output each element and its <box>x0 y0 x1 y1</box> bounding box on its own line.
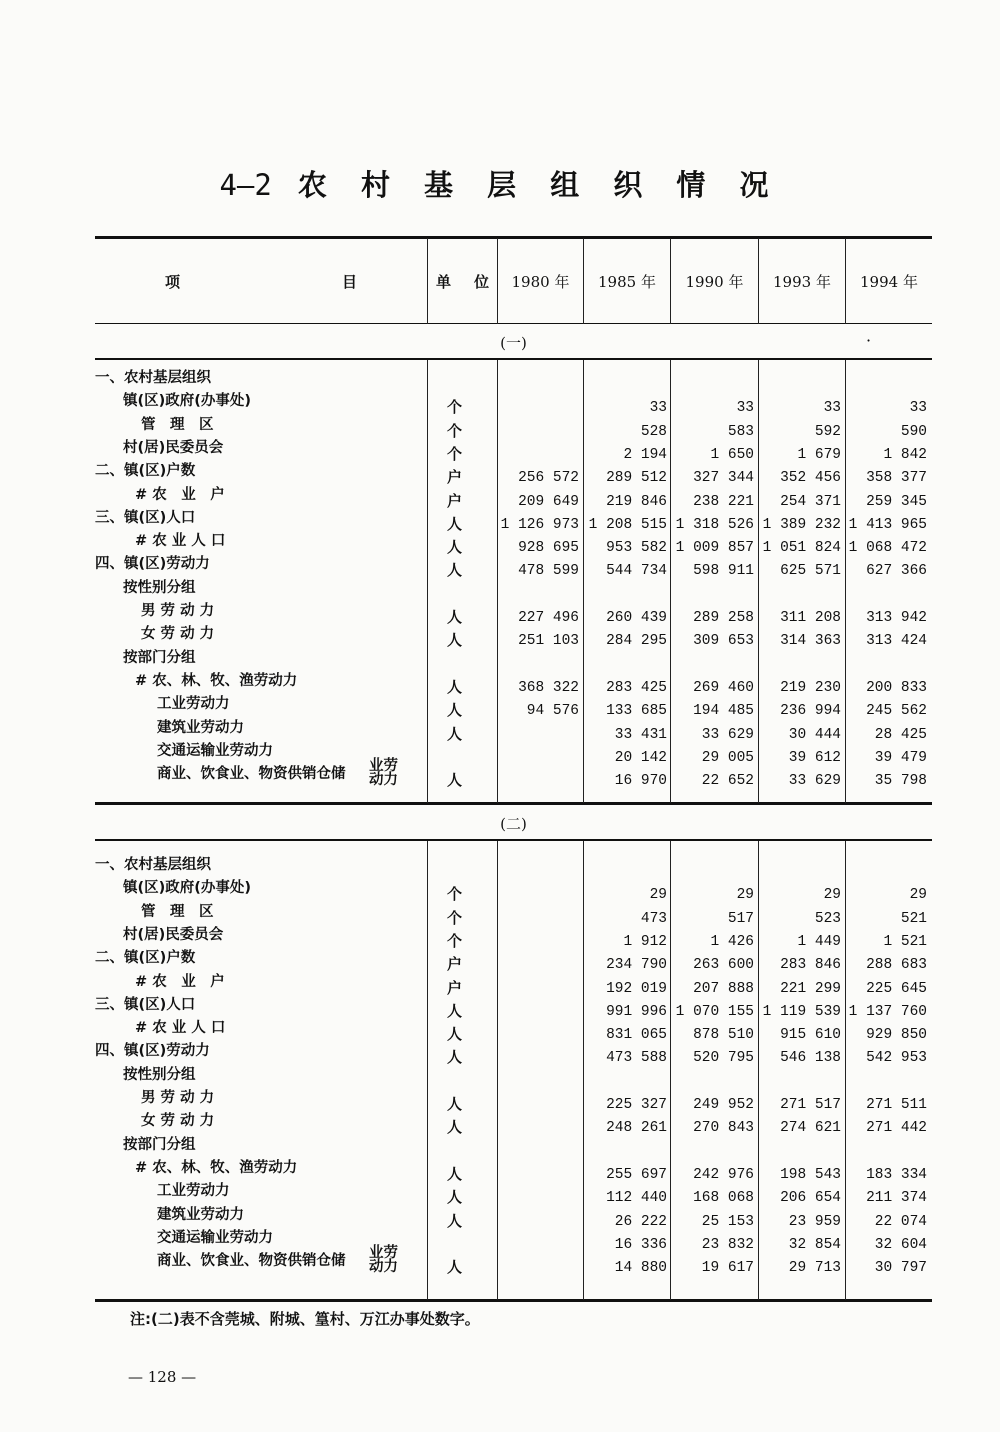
row-label: # 农、林、牧、渔劳动力 <box>135 1159 298 1176</box>
row-label: 三、镇(区)人口 <box>95 996 196 1013</box>
table-row <box>95 672 932 695</box>
cell-value: 32 604 <box>874 1236 927 1253</box>
cell-value: 283 425 <box>606 679 667 696</box>
cell-value: 168 068 <box>693 1190 754 1207</box>
table-row <box>95 486 932 509</box>
table-row <box>95 719 932 742</box>
cell-value: 311 208 <box>780 610 841 626</box>
cell-value: 583 <box>727 423 754 440</box>
cell-value: 1 009 857 <box>675 540 754 557</box>
table-row <box>95 602 932 625</box>
row-label: 二、镇(区)户数 <box>95 950 196 967</box>
table-bottom-rule <box>95 1299 932 1302</box>
cell-value: 29 005 <box>701 749 754 766</box>
table-row <box>95 1182 932 1205</box>
cell-value: 227 496 <box>518 610 579 626</box>
cell-value: 249 952 <box>693 1097 754 1113</box>
cell-value: 520 795 <box>693 1050 754 1067</box>
cell-value: 521 <box>900 910 927 927</box>
row-unit: 人 <box>447 1118 463 1137</box>
cell-value: 219 230 <box>780 679 841 696</box>
row-label-tail <box>369 1246 398 1274</box>
row-label: 工业劳动力 <box>157 696 230 713</box>
header-item-left: 项 <box>165 272 181 291</box>
row-unit: 人 <box>447 1001 463 1020</box>
cell-value: 29 <box>736 887 754 904</box>
table-row <box>95 695 932 718</box>
header-year: 1993 年 <box>773 272 831 291</box>
header-year: 1990 年 <box>685 272 744 291</box>
row-unit: 人 <box>447 1095 463 1113</box>
cell-value: 25 153 <box>701 1213 754 1230</box>
cell-value: 309 653 <box>693 633 754 650</box>
cell-value: 251 103 <box>518 633 579 650</box>
cell-value: 29 <box>909 887 927 904</box>
cell-value: 352 456 <box>780 470 841 487</box>
section-label: (一) <box>500 334 527 352</box>
header-year: 1985 年 <box>598 272 656 291</box>
cell-value: 30 444 <box>788 726 841 743</box>
cell-value: 39 612 <box>788 749 841 766</box>
cell-value: 225 645 <box>866 980 927 997</box>
cell-value: 236 994 <box>780 703 841 720</box>
row-label: 村(居)民委员会 <box>123 439 224 456</box>
row-unit: 人 <box>447 1258 463 1277</box>
row-label: 按部门分组 <box>123 649 196 666</box>
table-row <box>95 1042 932 1065</box>
cell-value: 22 652 <box>701 773 754 790</box>
cell-value: 200 833 <box>866 679 927 696</box>
row-label: # 农、林、牧、渔劳动力 <box>135 672 298 689</box>
cell-value: 1 318 526 <box>675 516 754 533</box>
cell-value: 23 832 <box>701 1236 754 1253</box>
cell-value: 183 334 <box>866 1166 927 1183</box>
cell-value: 242 976 <box>693 1166 754 1183</box>
row-label: 建筑业劳动力 <box>157 1206 244 1223</box>
row-label: 交通运输业劳动力 <box>157 1229 273 1246</box>
cell-value: 313 942 <box>866 610 927 626</box>
row-label-tail-line: 业劳 <box>369 758 398 775</box>
cell-value: 33 629 <box>788 773 841 790</box>
cell-value: 245 562 <box>866 703 927 720</box>
cell-value: 1 521 <box>883 933 927 950</box>
row-label: 交通运输业劳动力 <box>157 742 273 759</box>
cell-value: 1 070 155 <box>675 1003 754 1020</box>
row-unit: 人 <box>447 538 463 557</box>
cell-value: 33 <box>823 400 841 417</box>
row-unit: 人 <box>447 561 463 580</box>
cell-value: 288 683 <box>866 957 927 974</box>
row-label-tail-line: 动力 <box>369 1259 398 1276</box>
cell-value: 32 854 <box>788 1236 841 1253</box>
header-year: 1994 年 <box>860 272 918 291</box>
row-label: 男 劳 动 力 <box>141 603 215 619</box>
row-label: 按性别分组 <box>123 579 196 596</box>
row-unit: 人 <box>447 701 463 720</box>
cell-value: 542 953 <box>866 1050 927 1067</box>
row-unit: 人 <box>447 1048 463 1067</box>
table-row <box>95 1112 932 1135</box>
cell-value: 221 299 <box>780 980 841 997</box>
cell-value: 1 119 539 <box>762 1003 841 1020</box>
row-label: # 农 业 人 口 <box>135 533 226 550</box>
cell-value: 270 843 <box>693 1120 754 1137</box>
row-unit: 个 <box>447 908 463 927</box>
row-label: 建筑业劳动力 <box>157 719 244 736</box>
cell-value: 1 126 973 <box>500 516 579 533</box>
cell-value: 33 <box>736 400 754 417</box>
cell-value: 1 208 515 <box>588 516 667 533</box>
cell-value: 234 790 <box>606 957 667 974</box>
cell-value: 260 439 <box>606 610 667 626</box>
table-row <box>95 579 932 602</box>
cell-value: 16 336 <box>614 1236 667 1253</box>
header-item <box>95 238 427 324</box>
cell-value: 878 510 <box>693 1027 754 1044</box>
table-row <box>95 625 932 648</box>
cell-value: 23 959 <box>788 1213 841 1230</box>
table-row <box>95 416 932 439</box>
cell-value: 528 <box>640 423 667 440</box>
table-row <box>95 879 932 902</box>
cell-value: 133 685 <box>606 703 667 720</box>
cell-value: 39 479 <box>874 749 927 766</box>
cell-value: 991 996 <box>606 1003 667 1020</box>
cell-value: 16 970 <box>614 773 667 790</box>
cell-value: 284 295 <box>606 633 667 650</box>
header-unit-left: 单 <box>436 272 452 291</box>
cell-value: 590 <box>900 423 927 440</box>
cell-value: 831 065 <box>606 1027 667 1044</box>
row-unit: 人 <box>447 677 463 696</box>
table-row <box>95 555 932 578</box>
row-label: 商业、饮食业、物资供销仓储 <box>157 1253 346 1270</box>
table-row <box>95 949 932 972</box>
header-unit <box>428 238 497 324</box>
row-label: # 农 业 户 <box>135 973 225 990</box>
row-unit: 人 <box>447 1164 463 1183</box>
row-label: 二、镇(区)户数 <box>95 463 196 480</box>
cell-value: 271 511 <box>866 1097 927 1113</box>
row-unit: 人 <box>447 631 463 650</box>
row-label: 管 理 区 <box>141 903 214 920</box>
cell-value: 14 880 <box>614 1260 667 1277</box>
cell-value: 358 377 <box>866 470 927 487</box>
section1-rule <box>95 358 932 360</box>
row-label: 管 理 区 <box>141 416 214 433</box>
cell-value: 592 <box>814 423 841 440</box>
cell-value: 22 074 <box>874 1213 927 1230</box>
cell-value: 473 588 <box>606 1050 667 1067</box>
cell-value: 28 425 <box>874 726 927 743</box>
cell-value: 29 713 <box>788 1260 841 1277</box>
cell-value: 33 431 <box>614 726 667 743</box>
row-label: 一、农村基层组织 <box>95 370 211 386</box>
cell-value: 327 344 <box>693 470 754 487</box>
cell-value: 627 366 <box>866 563 927 580</box>
table-row <box>95 1089 932 1112</box>
cell-value: 1 679 <box>797 446 841 463</box>
cell-value: 1 912 <box>623 933 667 950</box>
cell-value: 929 850 <box>866 1027 927 1044</box>
cell-value: 523 <box>814 910 841 927</box>
cell-value: 33 629 <box>701 726 754 743</box>
cell-value: 289 512 <box>606 470 667 487</box>
cell-value: 26 222 <box>614 1213 667 1230</box>
row-label: # 农 业 人 口 <box>135 1020 226 1037</box>
cell-value: 269 460 <box>693 679 754 696</box>
cell-value: 194 485 <box>693 703 754 720</box>
table-row <box>95 532 932 555</box>
cell-value: 1 068 472 <box>848 540 927 557</box>
cell-value: 112 440 <box>606 1190 667 1207</box>
cell-value: 29 <box>823 887 841 904</box>
header-item-right: 目 <box>341 272 357 291</box>
row-unit: 个 <box>447 931 463 950</box>
table-row <box>95 1019 932 1042</box>
table-row <box>95 1159 932 1182</box>
cell-value: 1 413 965 <box>848 516 927 533</box>
cell-value: 219 846 <box>606 493 667 510</box>
table-row <box>95 856 932 879</box>
row-label: 工业劳动力 <box>157 1183 230 1200</box>
row-label-tail-line: 动力 <box>369 772 398 789</box>
row-unit: 户 <box>447 955 463 974</box>
table-row <box>95 926 932 949</box>
cell-value: 1 650 <box>710 446 754 463</box>
row-unit: 人 <box>447 1211 463 1230</box>
cell-value: 1 842 <box>883 446 927 463</box>
section2-rule <box>95 839 932 841</box>
row-unit: 人 <box>447 771 463 790</box>
cell-value: 94 576 <box>526 703 579 720</box>
cell-value: 283 846 <box>780 957 841 974</box>
section1-end-rule <box>95 802 932 805</box>
table-row <box>95 1229 932 1252</box>
cell-value: 271 517 <box>780 1097 841 1113</box>
row-label: 镇(区)政府(办事处) <box>123 880 252 897</box>
cell-value: 517 <box>727 910 754 927</box>
table-row <box>95 392 932 415</box>
row-unit: 人 <box>447 514 463 533</box>
row-unit: 人 <box>447 1188 463 1207</box>
cell-value: 1 389 232 <box>762 516 841 533</box>
table-row <box>95 903 932 926</box>
table-title-text: 农 村 基 层 组 织 情 况 <box>297 168 781 202</box>
table-row <box>95 462 932 485</box>
section-label: (二) <box>500 815 527 833</box>
cell-value: 1 137 760 <box>848 1003 927 1020</box>
stray-mark: · <box>866 331 872 350</box>
table-row <box>95 1245 932 1277</box>
row-label: 一、农村基层组织 <box>95 857 211 873</box>
cell-value: 2 194 <box>623 446 667 463</box>
table-row <box>95 1206 932 1229</box>
cell-value: 1 449 <box>797 933 841 950</box>
cell-value: 192 019 <box>606 980 667 997</box>
cell-value: 206 654 <box>780 1190 841 1207</box>
cell-value: 248 261 <box>606 1120 667 1137</box>
row-label-tail-line: 业劳 <box>369 1245 398 1262</box>
table-row <box>95 1066 932 1089</box>
cell-value: 915 610 <box>780 1027 841 1044</box>
cell-value: 207 888 <box>693 980 754 997</box>
table-row <box>95 509 932 532</box>
row-unit: 人 <box>447 724 463 743</box>
table-row <box>95 758 932 790</box>
header-unit-right: 位 <box>473 272 489 291</box>
cell-value: 30 797 <box>874 1260 927 1277</box>
table-row <box>95 996 932 1019</box>
row-label: 四、镇(区)劳动力 <box>95 556 210 573</box>
cell-value: 254 371 <box>780 493 841 510</box>
row-unit: 人 <box>447 608 463 626</box>
cell-value: 473 <box>640 910 667 927</box>
cell-value: 20 142 <box>614 749 667 766</box>
row-label: 女 劳 动 力 <box>141 1113 215 1130</box>
cell-value: 1 051 824 <box>762 540 841 557</box>
footnote: 注:(二)表不含莞城、附城、篁村、万江办事处数字。 <box>130 1310 480 1328</box>
cell-value: 314 363 <box>780 633 841 650</box>
cell-value: 625 571 <box>780 563 841 580</box>
row-label: 按性别分组 <box>123 1066 196 1083</box>
table-row <box>95 1136 932 1159</box>
cell-value: 33 <box>909 400 927 417</box>
row-label: 村(居)民委员会 <box>123 926 224 943</box>
cell-value: 544 734 <box>606 563 667 580</box>
page-number: — 128 — <box>128 1368 197 1386</box>
row-unit: 个 <box>447 421 463 440</box>
row-unit: 户 <box>447 491 463 510</box>
cell-value: 274 621 <box>780 1120 841 1137</box>
cell-value: 198 543 <box>780 1166 841 1183</box>
row-label: 女 劳 动 力 <box>141 626 215 643</box>
cell-value: 546 138 <box>780 1050 841 1067</box>
row-label: 按部门分组 <box>123 1136 196 1153</box>
row-label: 镇(区)政府(办事处) <box>123 393 252 410</box>
cell-value: 33 <box>649 400 667 417</box>
table-row <box>95 369 932 392</box>
row-label: 四、镇(区)劳动力 <box>95 1043 210 1060</box>
cell-value: 368 322 <box>518 679 579 696</box>
table-row <box>95 742 932 765</box>
table-number: 4—2 <box>219 168 272 202</box>
row-label-tail <box>369 759 398 787</box>
header-year: 1980 年 <box>511 272 570 291</box>
cell-value: 928 695 <box>518 540 579 557</box>
cell-value: 209 649 <box>518 493 579 510</box>
cell-value: 1 426 <box>710 933 754 950</box>
cell-value: 953 582 <box>606 540 667 557</box>
row-label: 男 劳 动 力 <box>141 1090 215 1106</box>
cell-value: 255 697 <box>606 1166 667 1183</box>
cell-value: 263 600 <box>693 957 754 974</box>
cell-value: 35 798 <box>874 773 927 790</box>
cell-value: 256 572 <box>518 470 579 487</box>
cell-value: 211 374 <box>866 1190 927 1207</box>
cell-value: 225 327 <box>606 1097 667 1113</box>
row-unit: 个 <box>447 885 463 904</box>
row-unit: 人 <box>447 1025 463 1044</box>
row-label: 商业、饮食业、物资供销仓储 <box>157 766 346 783</box>
cell-value: 598 911 <box>693 563 754 580</box>
row-unit: 户 <box>447 978 463 997</box>
cell-value: 289 258 <box>693 610 754 626</box>
row-unit: 个 <box>447 444 463 463</box>
cell-value: 19 617 <box>701 1260 754 1277</box>
cell-value: 259 345 <box>866 493 927 510</box>
row-label: 三、镇(区)人口 <box>95 509 196 526</box>
row-unit: 户 <box>447 468 463 487</box>
table-row <box>95 649 932 672</box>
cell-value: 29 <box>649 887 667 904</box>
cell-value: 313 424 <box>866 633 927 650</box>
row-unit: 个 <box>447 398 463 417</box>
page-title <box>0 163 1000 204</box>
table-row <box>95 973 932 996</box>
table-row <box>95 439 932 462</box>
row-label: # 农 业 户 <box>135 486 225 503</box>
cell-value: 271 442 <box>866 1120 927 1137</box>
cell-value: 478 599 <box>518 563 579 580</box>
cell-value: 238 221 <box>693 493 754 510</box>
